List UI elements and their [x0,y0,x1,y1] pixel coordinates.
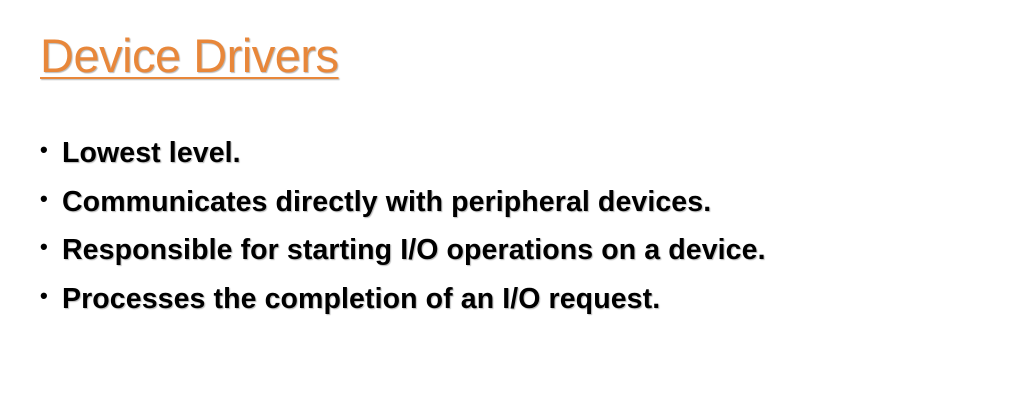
bullet-icon: • [40,282,48,308]
bullet-text: Lowest level. [62,137,241,169]
slide-title: Device Drivers [40,29,339,82]
list-item [40,283,766,332]
bullet-icon: • [40,185,48,211]
list-item [40,186,766,235]
bullet-icon: • [40,234,48,259]
bullet-icon: • [40,137,48,162]
bullet-text: Responsible for starting I/O operations on a device. [62,234,766,266]
bullet-list [40,137,766,331]
bullet-text: Communicates directly with peripheral devices. [62,185,712,218]
bullet-text: Processes the completion of an I/O request. [62,282,661,315]
list-item [40,234,766,283]
list-item [40,137,766,186]
